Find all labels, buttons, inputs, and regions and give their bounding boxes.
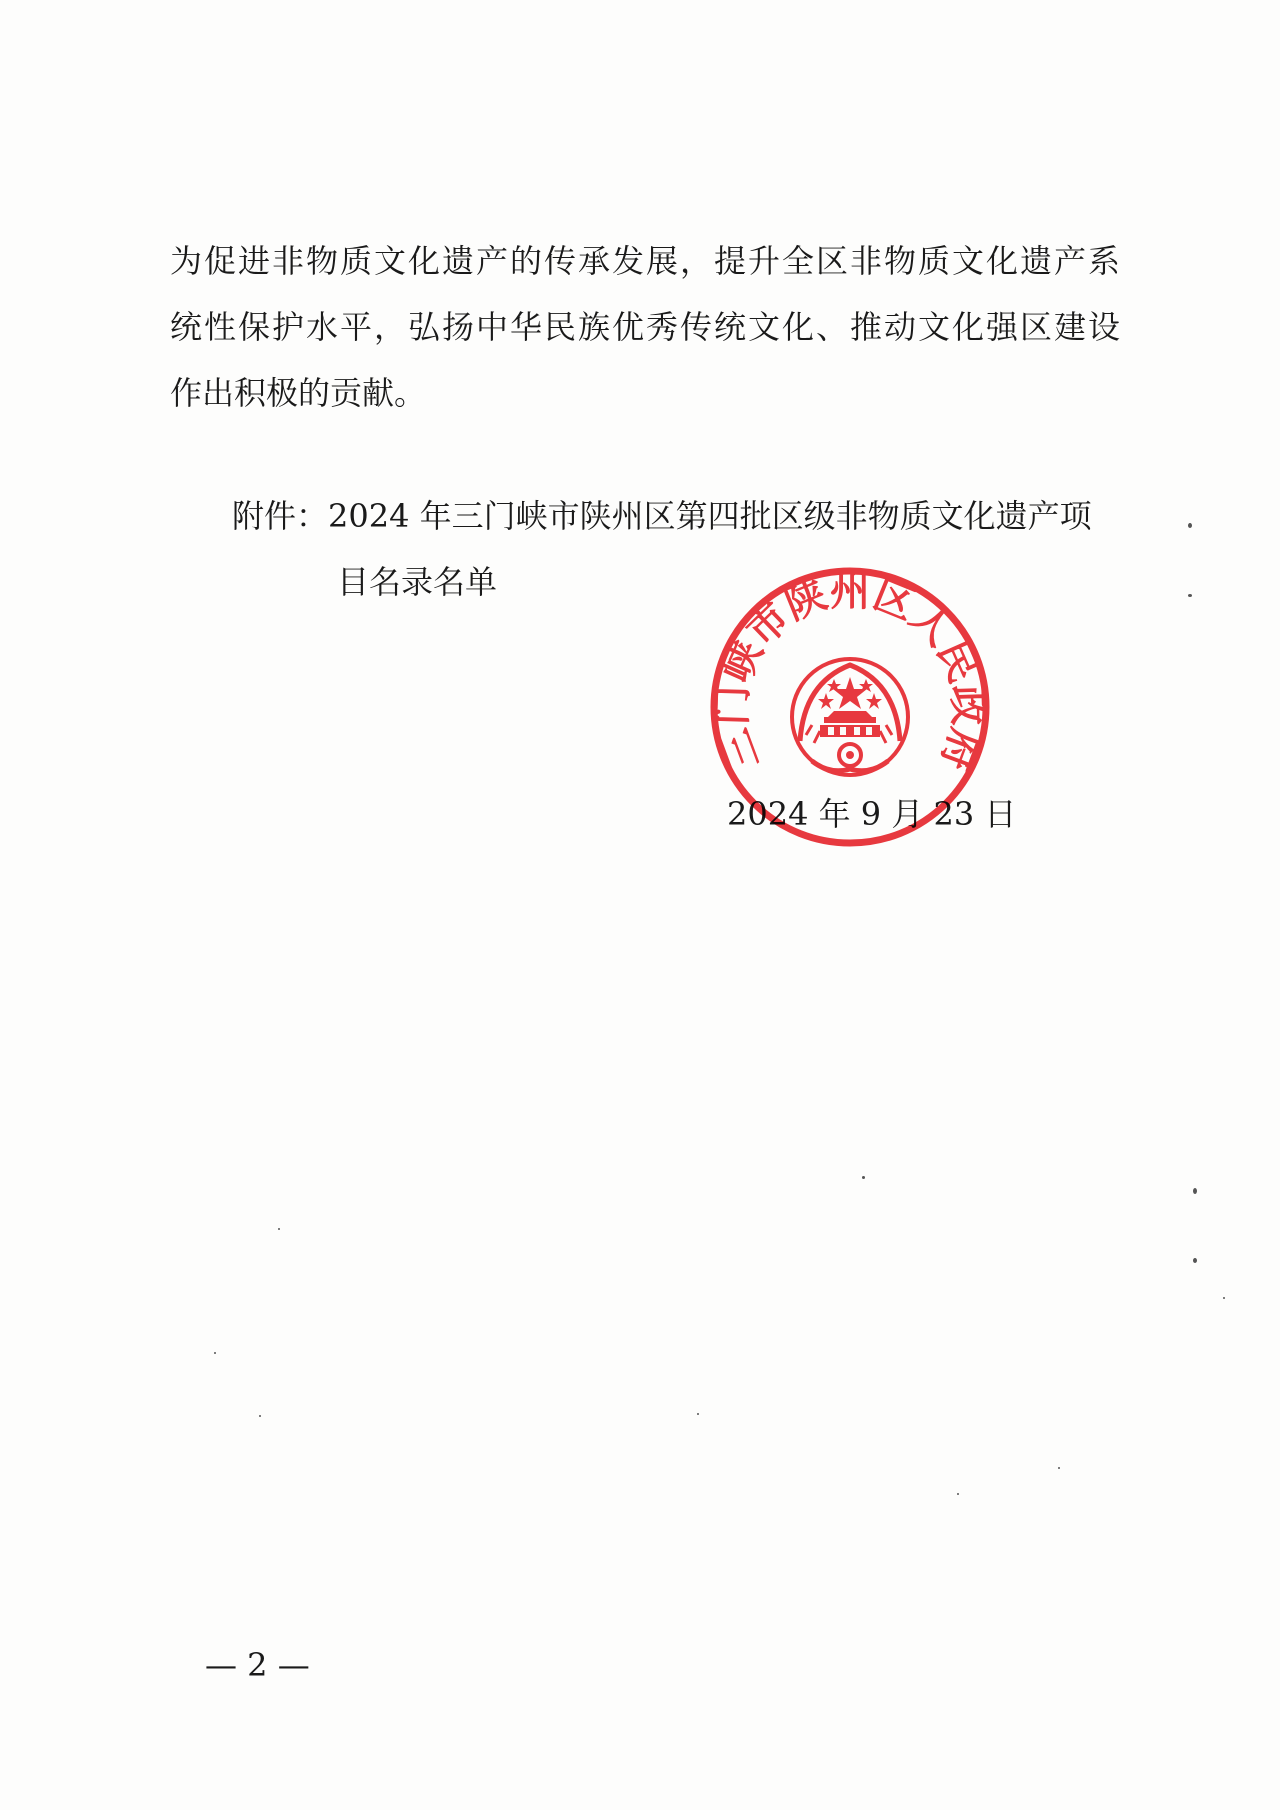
body-line-1: 为促进非物质文化遗产的传承发展，提升全区非物质文化遗产系	[170, 242, 1120, 280]
scan-speck	[214, 1352, 216, 1354]
scan-speck	[1223, 1297, 1225, 1299]
official-seal-graphic	[708, 565, 992, 849]
scan-speck	[1193, 1188, 1197, 1194]
attachment-line-1: 附件：2024 年三门峡市陕州区第四批区级非物质文化遗产项	[232, 497, 1092, 535]
scan-speck	[1058, 1467, 1060, 1469]
scan-speck	[1193, 1258, 1197, 1263]
body-line-2: 统性保护水平，弘扬中华民族优秀传统文化、推动文化强区建设	[170, 308, 1120, 346]
national-emblem-icon	[792, 659, 908, 775]
scan-speck	[1188, 523, 1192, 528]
scan-speck	[697, 1413, 699, 1415]
official-seal	[708, 565, 992, 849]
scan-speck	[259, 1415, 261, 1417]
body-paragraph	[170, 228, 1120, 426]
scan-speck	[862, 1176, 865, 1179]
issue-date: 2024 年 9 月 23 日	[727, 795, 1017, 833]
scan-speck	[1188, 594, 1192, 597]
scan-speck	[278, 1228, 280, 1230]
attachment-line-2: 目名录名单	[337, 563, 498, 601]
body-line-3: 作出积极的贡献。	[170, 374, 427, 412]
seal-text: 三门峡市陕州区人民政府	[709, 568, 991, 777]
page-number: — 2 —	[205, 1646, 310, 1684]
scan-speck	[957, 1493, 959, 1495]
